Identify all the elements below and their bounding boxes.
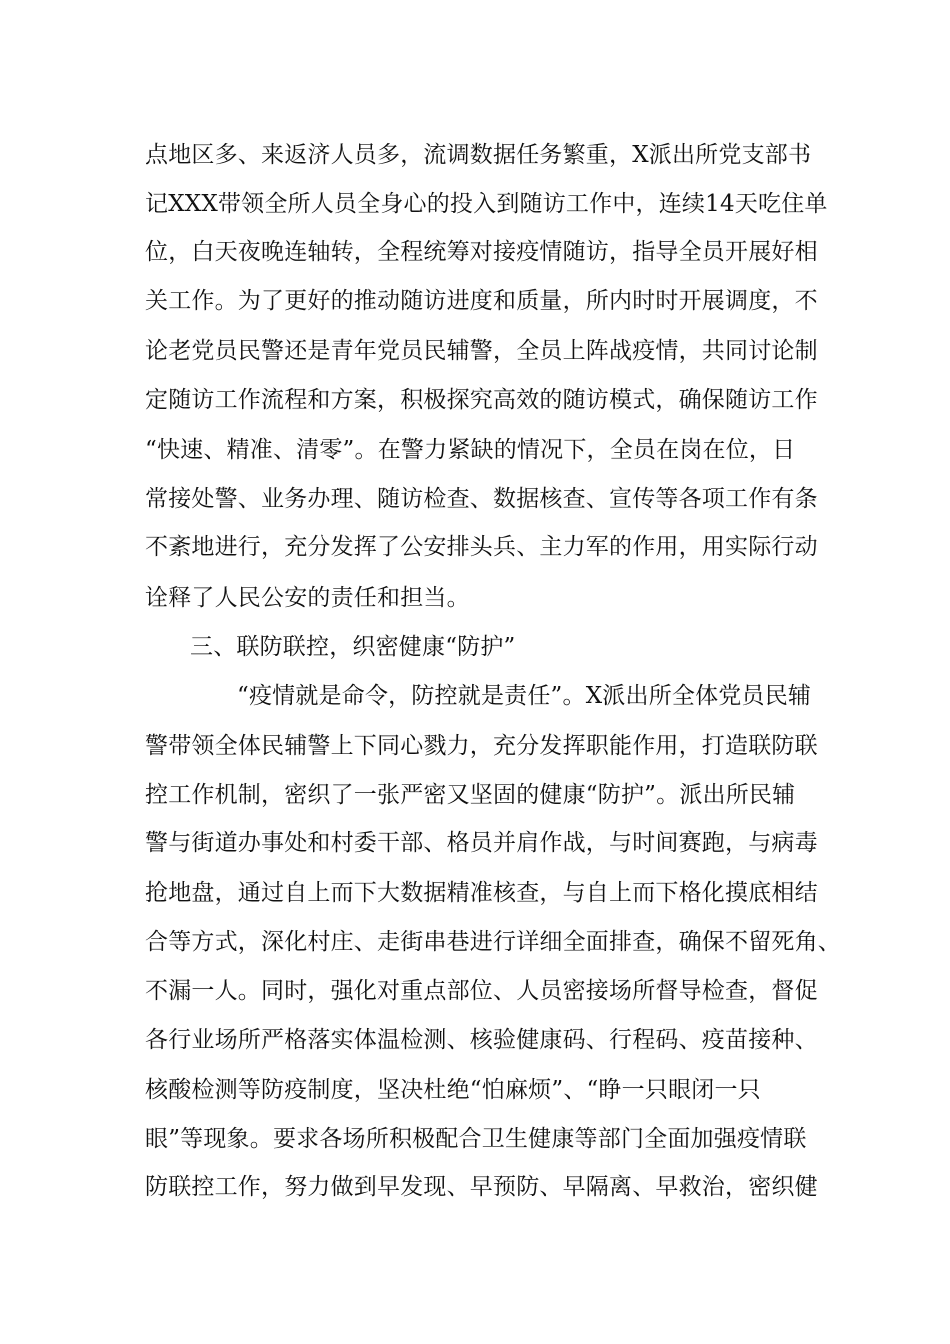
text-line: 抢地盘，通过自上而下大数据精准核查，与自上而下格化摸底相结 (145, 880, 818, 906)
paragraph-first-line: “疫情就是命令，防控就是责任”。X派出所全体党员民辅 (237, 683, 812, 709)
text-line: 眼”等现象。要求各场所积极配合卫生健康等部门全面加强疫情联 (145, 1126, 807, 1152)
section-heading: 三、联防联控，织密健康“防护” (190, 634, 516, 660)
text-line: “快速、精准、清零”。在警力紧缺的情况下，全员在岗在位，日 (145, 437, 796, 463)
text-line: 控工作机制，密织了一张严密又坚固的健康“防护”。派出所民辅 (145, 782, 796, 808)
text-line: 常接处警、业务办理、随访检查、数据核查、宣传等各项工作有条 (145, 486, 818, 512)
text-line: 定随访工作流程和方案，积极探究高效的随访模式，确保随访工作 (145, 387, 818, 413)
text-line: 论老党员民警还是青年党员民辅警，全员上阵战疫情，共同讨论制 (145, 338, 818, 364)
text-line: 关工作。为了更好的推动随访进度和质量，所内时时开展调度，不 (145, 288, 818, 314)
text-line: 记XXX带领全所人员全身心的投入到随访工作中，连续14天吃住单 (145, 191, 828, 217)
text-line: 警与街道办事处和村委干部、格员并肩作战，与时间赛跑，与病毒 (145, 830, 818, 856)
text-line: 点地区多、来返济人员多，流调数据任务繁重，X派出所党支部书 (145, 142, 812, 168)
text-line: 各行业场所严格落实体温检测、核验健康码、行程码、疫苗接种、 (145, 1027, 818, 1053)
text-line: 核酸检测等防疫制度，坚决杜绝“怕麻烦”、“睁一只眼闭一只 (145, 1077, 761, 1103)
text-line: 防联控工作，努力做到早发现、早预防、早隔离、早救治，密织健 (145, 1174, 818, 1200)
text-line: 位，白天夜晚连轴转，全程统筹对接疫情随访，指导全员开展好相 (145, 239, 818, 265)
text-line: 不紊地进行，充分发挥了公安排头兵、主力军的作用，用实际行动 (145, 534, 818, 560)
text-line: 合等方式，深化村庄、走街串巷进行详细全面排查，确保不留死角、 (145, 929, 841, 955)
text-line: 诠释了人民公安的责任和担当。 (145, 585, 470, 611)
text-line: 不漏一人。同时，强化对重点部位、人员密接场所督导检查，督促 (145, 978, 818, 1004)
text-line: 警带领全体民辅警上下同心戮力，充分发挥职能作用，打造联防联 (145, 733, 818, 759)
